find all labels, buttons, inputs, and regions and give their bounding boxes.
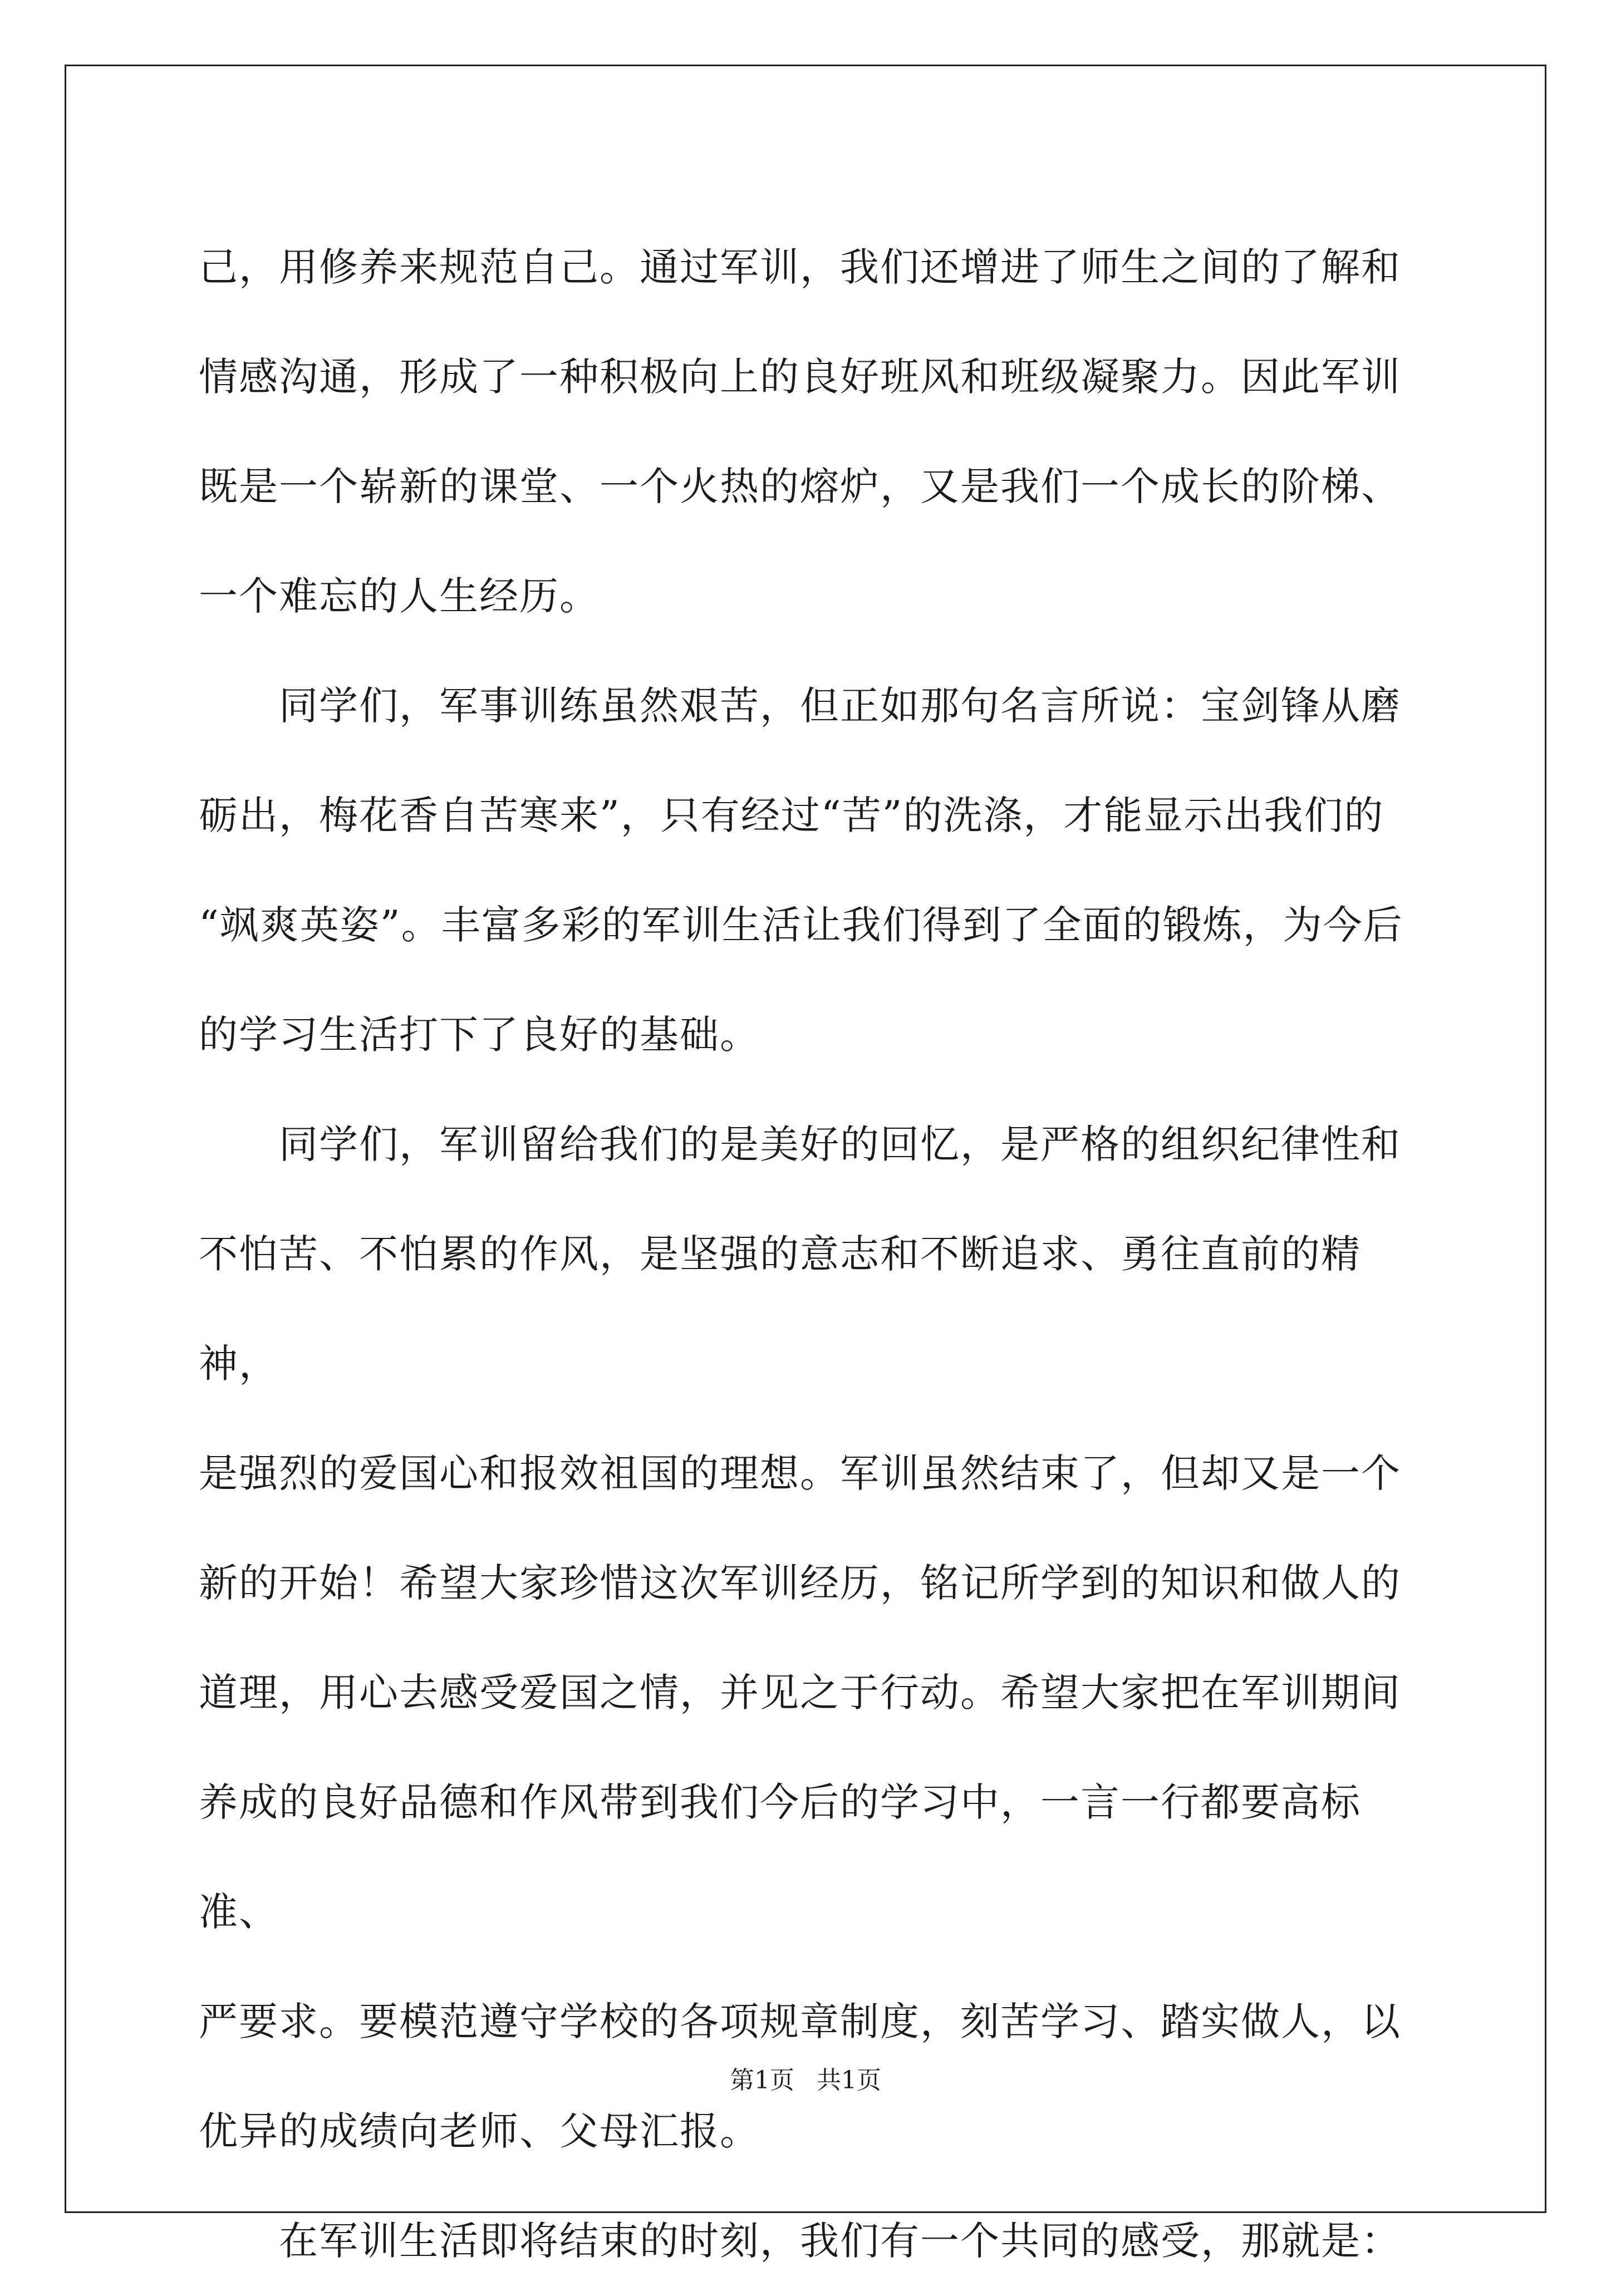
page-number-total: 共1页 (817, 2066, 881, 2095)
page-number-current: 第1页 (730, 2066, 794, 2095)
paragraph: 在军训生活即将结束的时刻，我们有一个共同的感受，那就是： (199, 2218, 1401, 2264)
paragraph: 同学们，军训留给我们的是美好的回忆，是严格的组织纪律性和 不怕苦、不怕累的作风，是坚强的意志和不断追求、勇往直前的精神， 是强烈的爱国心和报效祖国的理想。军训虽然结束了，但却又是一个 新的开始！希望大家珍惜这次军训经历，铭记所学到的知识和做人的 道理，用心去感受爱国之情，并见之于行动。希望大家把在军训期间 养成的良好品德和作风带到我们今后的学习中，一言一行都要高标准、 严要求。要模范遵守学校的各项规章制度，刻苦学习、踏实做人，以 优异的成绩向老师、父母汇报。 (199, 1122, 1401, 2154)
page-footer (0, 2064, 1611, 2097)
paragraph: 己，用修养来规范自己。通过军训，我们还增进了师生之间的了解和 情感沟通，形成了一种积极向上的良好班风和班级凝聚力。因此军训 既是一个崭新的课堂、一个火热的熔炉，又是我们一个成长的阶梯、 一个难忘的人生经历。 (199, 244, 1401, 619)
paragraph: 同学们，军事训练虽然艰苦，但正如那句名言所说：宝剑锋从磨 砺出，梅花香自苦寒来”，只有经过“苦”的洗涤，才能显示出我们的 “飒爽英姿”。丰富多彩的军训生活让我们得到了全面的锻炼，为今后 的学习生活打下了良好的基础。 (199, 683, 1403, 1058)
document-body (199, 213, 1423, 2296)
